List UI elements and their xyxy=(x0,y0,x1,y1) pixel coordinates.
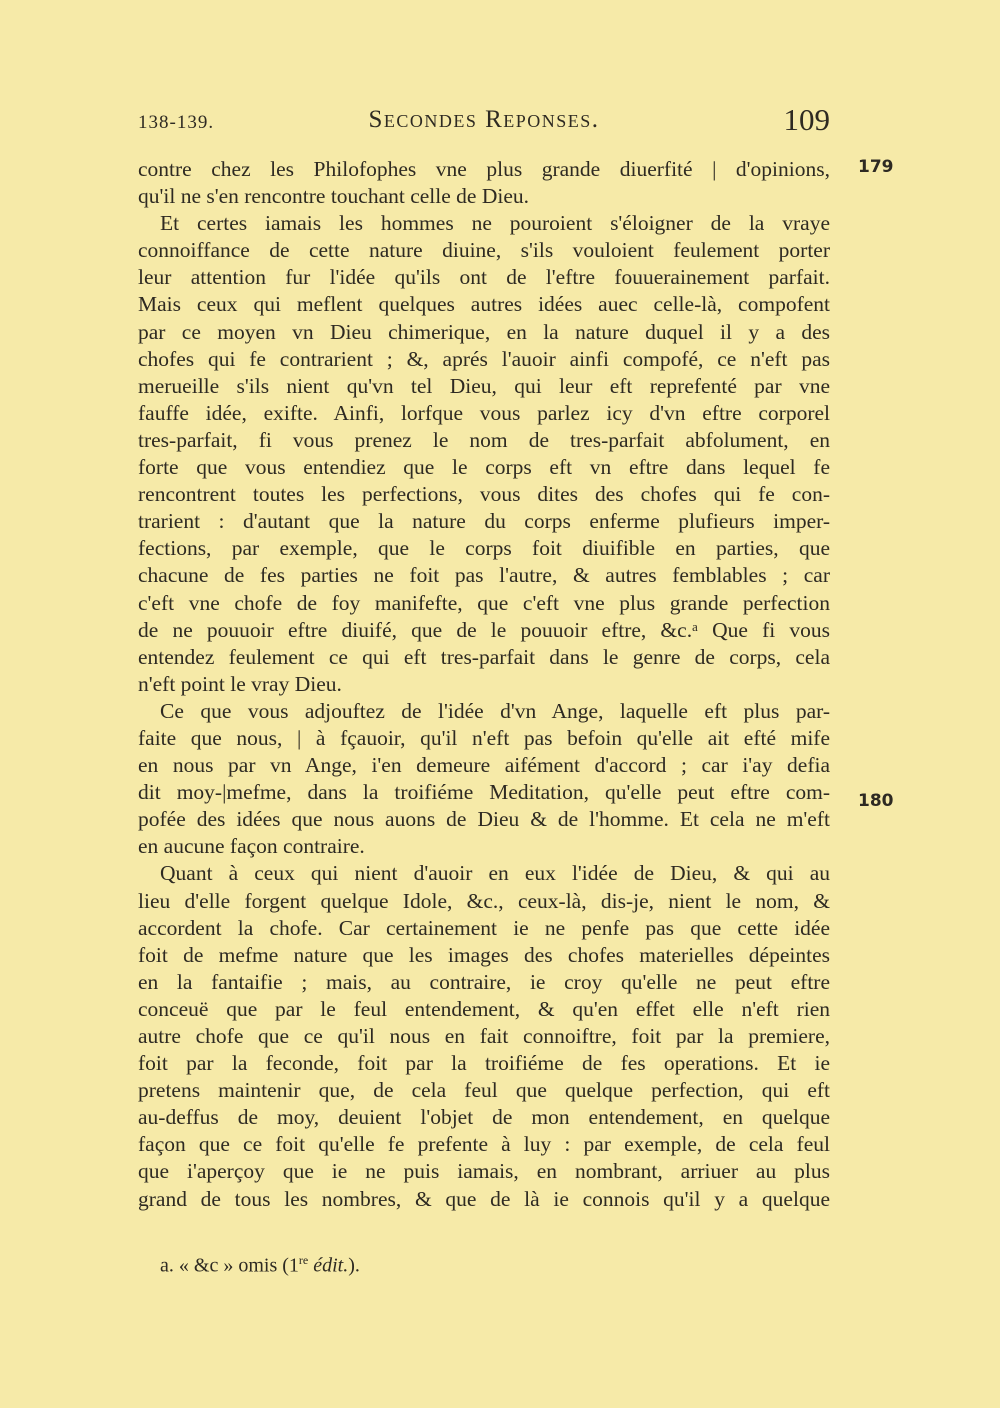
page-header xyxy=(138,102,830,140)
footnote-close: ). xyxy=(348,1254,360,1277)
footnote xyxy=(160,1253,360,1278)
text-line: n'eft point le vray Dieu. xyxy=(138,671,342,696)
text-line: en nous par vn Ange, i'en demeure aifément d'accord ; car i'ay defia xyxy=(138,753,830,778)
text-line: leur attention fur l'idée qu'ils ont de l'eftre fouuerainement parfait. xyxy=(138,265,830,290)
footnote-edition-number: 1 xyxy=(288,1254,299,1277)
text-line: lieu d'elle forgent quelque Idole, &c., ceux-là, dis-je, nient le nom, & xyxy=(138,888,830,913)
margin-line-number: 180 xyxy=(858,791,894,811)
text-line: merueille s'ils nient qu'vn tel Dieu, qui leur eft reprefenté par vne xyxy=(138,373,830,398)
text-line: entendez feulement ce qui eft tres-parfait dans le genre de corps, cela xyxy=(138,644,830,669)
text-line: Et certes iamais les hommes ne pouroient s'éloigner de la vraye xyxy=(160,211,830,236)
text-line: contre chez les Philofophes vne plus grande diuerfité | d'opinions, xyxy=(138,157,830,181)
text-line: pretens maintenir que, de cela feul que quelque perfection, qui eft xyxy=(138,1078,830,1103)
footnote-marker: a. xyxy=(160,1254,174,1277)
text-line: en la fantaifie ; mais, au contraire, ie croy qu'elle ne peut eftre xyxy=(138,969,830,994)
text-line: fauffe idée, exifte. Ainfi, lorfque vous parlez icy d'vn eftre corporel xyxy=(138,400,830,425)
text-line: Ce que vous adjouftez de l'idée d'vn Ange, laquelle eft plus par- xyxy=(160,698,830,723)
margin-line-number: 179 xyxy=(858,157,894,177)
text-line: connoiffance de cette nature diuine, s'ils vouloient feulement porter xyxy=(138,238,830,263)
footnote-edition-label: édit. xyxy=(308,1254,349,1277)
text-line: foit par la feconde, foit par la troifiéme de fes operations. Et ie xyxy=(138,1051,830,1076)
body-text xyxy=(138,156,830,1213)
text-line: trarient : d'autant que la nature du corps enferme plufieurs imper- xyxy=(138,509,830,534)
text-line: c'eft vne chofe de foy manifefte, que c'eft vne plus grande perfection xyxy=(138,590,830,615)
text-line: accordent la chofe. Car certainement ie ne penfe pas que cette idée xyxy=(138,915,830,940)
text-line: dit moy-|mefme, dans la troifiéme Meditation, qu'elle peut eftre com- xyxy=(138,780,830,805)
page-number: 109 xyxy=(783,102,830,137)
text-line: autre chofe que ce qu'il nous en fait connoiftre, foit par la premiere, xyxy=(138,1024,830,1048)
running-title: Secondes Reponses. xyxy=(368,106,600,133)
text-line: tres-parfait, fi vous prenez le nom de tres-parfait abfolument, en xyxy=(138,427,830,452)
text-line: en aucune façon contraire. xyxy=(138,834,365,859)
text-line: conceuë que par le feul entendement, & qu'en effet elle n'eft rien xyxy=(138,996,830,1021)
text-line: Quant à ceux qui nient d'auoir en eux l'idée de Dieu, & qui au xyxy=(160,861,830,886)
text-line: chacune de fes parties ne foit pas l'autre, & autres femblables ; car xyxy=(138,563,830,588)
text-line: façon que ce foit qu'elle fe prefente à luy : par exemple, de cela feul xyxy=(138,1132,830,1157)
text-line: Mais ceux qui meflent quelques autres idées auec celle-là, compofent xyxy=(138,292,830,317)
text-line: que i'aperçoy que ie ne puis iamais, en nombrant, arriuer au plus xyxy=(138,1159,830,1184)
footnote-edition-sup: re xyxy=(298,1253,309,1267)
text-line: de ne pouuoir eftre diuifé, que de le pouuoir eftre, &c.ᵃ Que fi vous xyxy=(138,617,830,642)
text-line: rencontrent toutes les perfections, vous dites des chofes qui fe con- xyxy=(138,482,830,507)
text-line: fections, par exemple, que le corps foit diuifible en parties, que xyxy=(138,536,830,561)
text-line: pofée des idées que nous auons de Dieu & de l'homme. Et cela ne m'eft xyxy=(138,807,830,832)
text-line: forte que vous entendiez que le corps eft vn eftre dans lequel fe xyxy=(138,455,830,480)
text-line: qu'il ne s'en rencontre touchant celle de Dieu. xyxy=(138,184,530,209)
text-line: faite que nous, | à fçauoir, qu'il n'eft pas befoin qu'elle ait efté mife xyxy=(138,725,830,750)
text-line: grand de tous les nombres, & que de là ie connois qu'il y a quelque xyxy=(138,1186,830,1211)
page-range: 138-139. xyxy=(138,112,215,133)
text-line: chofes qui fe contrarient ; &, aprés l'auoir ainfi compofé, ce n'eft pas xyxy=(138,346,830,371)
text-line: au-deffus de moy, deuient l'objet de mon entendement, en quelque xyxy=(138,1105,830,1130)
text-line: foit de mefme nature que les images des chofes materielles dépeintes xyxy=(138,942,830,967)
text-line: par ce moyen vn Dieu chimerique, en la nature duquel il y a des xyxy=(138,319,830,344)
footnote-text: « &c » omis ( xyxy=(178,1254,289,1277)
